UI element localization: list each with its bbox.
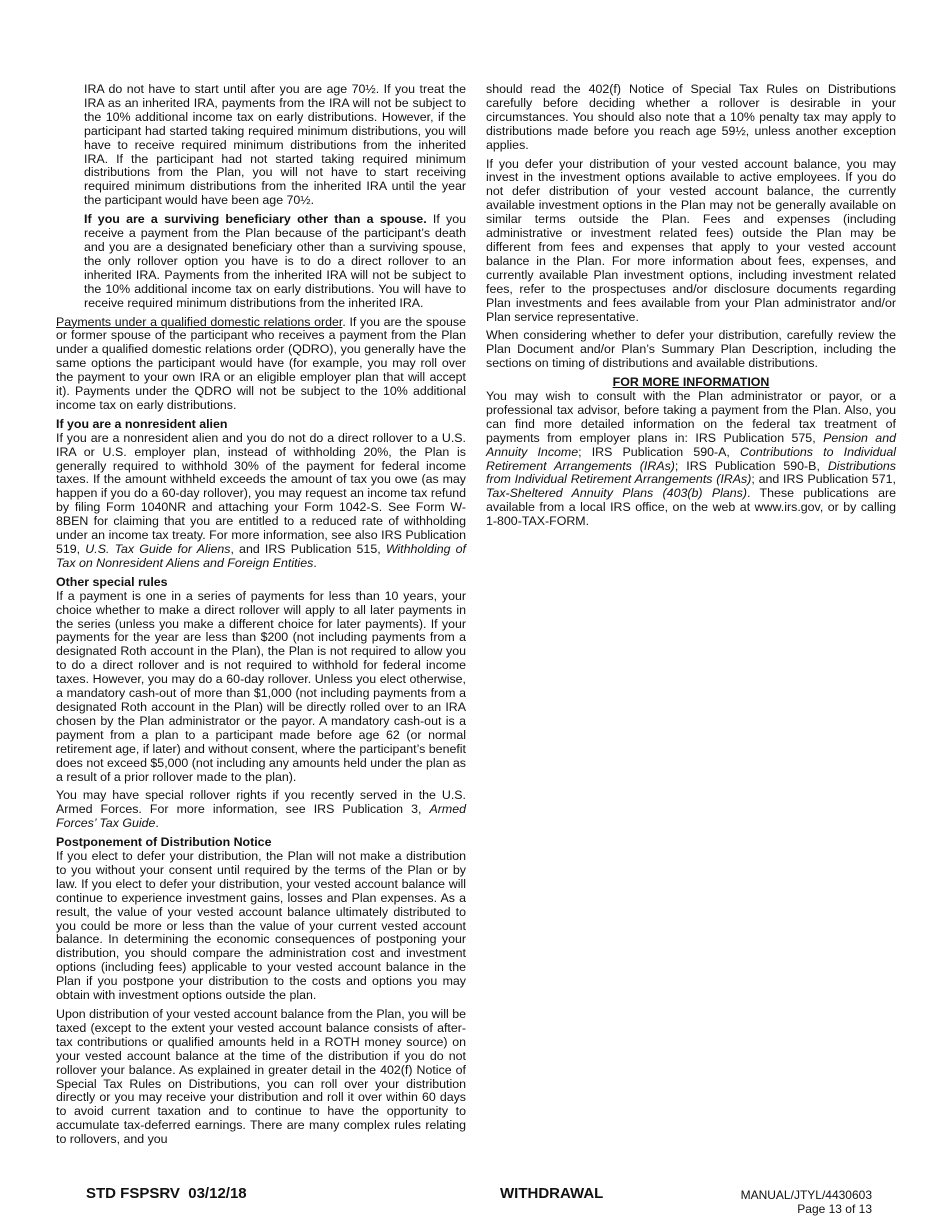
footer-doc-code: MANUAL/JTYL/4430603	[740, 1188, 872, 1202]
paragraph	[486, 329, 896, 371]
text-run: Distributions from Individual Retirement Arrangements (IRAs)	[486, 458, 896, 487]
text-run: Armed Forces’ Tax Guide	[56, 802, 466, 831]
text-run: FOR MORE INFORMATION	[612, 375, 770, 390]
text-run: . These publications are available from a local IRS office, on the web at www.irs.gov, or by calling 1-800-TAX-FORM.	[486, 486, 896, 529]
footer-title: WITHDRAWAL	[500, 1185, 604, 1202]
text-run: If you defer your distribution of your vested account balance, you may invest in the investment options available to active employees. If you do not defer distribution of your vested account balance, the currently available investment options in the Plan may not be generally available on similar terms outside the Plan. Fees and expenses (including administrative or investment related fees) outside the Plan may be different from fees and expenses that apply to your vested account balance in the Plan. For more information about fees, expenses, and currently available Plan investment options, including investment related fees, refer to the prospectuses and/or disclosure documents regarding Plan investments and fees available from your Plan administrator and/or Plan service representative.	[486, 156, 896, 324]
paragraph	[486, 158, 896, 325]
text-run: Contributions to Individual Retirement Arrangements (IRAs)	[486, 444, 896, 473]
text-run: If you are a surviving beneficiary other than a spouse.	[84, 212, 427, 227]
paragraph	[56, 590, 466, 785]
text-run: You may wish to consult with the Plan administrator or payor, or a professional tax advisor, before taking a payment from the Plan. Also, you can find more detailed information on the federal tax treatment of payments from employer plans in: IRS Publication 575,	[486, 389, 896, 445]
text-run: Other special rules	[56, 574, 168, 589]
paragraph	[56, 316, 466, 413]
text-run: When considering whether to defer your distribution, carefully review the Plan Document and/or Plan’s Summary Plan Description, including the sections on timing of distributions and available distributions.	[486, 328, 896, 371]
text-run: If you are a nonresident alien and you do not do a direct rollover to a U.S. IRA or U.S. employer plan, instead of withholding 20%, the Plan is generally required to withhold 30% of the payment for federal income taxes. If the amount withheld exceeds the amount of tax you owe (as may happen if you do a 60-day rollover), you may request an income tax refund by filing Form 1040NR and attaching your Form 1042-S. See Form W-8BEN for claiming that you are entitled to a reduced rate of withholding under an income tax treaty. For more information, see also IRS Publication 519,	[56, 430, 466, 556]
text-run: should read the 402(f) Notice of Special Tax Rules on Distributions carefully before deciding whether a rollover is desirable in your circumstances. You should also note that a 10% penalty tax may apply to distributions made before you reach age 59½, unless another exception applies.	[486, 82, 896, 152]
section-heading	[56, 836, 466, 850]
paragraph	[84, 213, 466, 310]
text-run: You may have special rollover rights if you recently served in the U.S. Armed Forces. For more information, see IRS Publication 3,	[56, 788, 466, 817]
paragraph	[486, 390, 896, 529]
right-column	[486, 83, 896, 534]
text-run: Upon distribution of your vested account balance from the Plan, you will be taxed (except to the extent your vested account balance consists of after-tax contributions or qualified amounts held in a ROTH money source) on your vested account balance at the time of the distribution if you do not rollover your balance. As explained in greater detail in the 402(f) Notice of Special Tax Rules on Distributions, you can roll over your distribution directly or you may receive your distribution and roll it over within 60 days to avoid current taxation and to continue to have the opportunity to accumulate tax-deferred earnings. There are many complex rules relating to rollovers, and you	[56, 1007, 466, 1147]
text-run: If a payment is one in a series of payments for less than 10 years, your choice whether to make a direct rollover will apply to all later payments in the series (unless you make a different choice for later payments). If your payments for the year are less than $200 (not including payments from a designated Roth account in the Plan), the Plan is not required to allow you to do a direct rollover and is not required to withhold for federal income taxes. However, you may do a 60-day rollover. Unless you elect otherwise, a mandatory cash-out of more than $1,000 (not including payments from a designated Roth account in the Plan) will be directly rolled over to an IRA chosen by the Plan administrator or the payor. A mandatory cash-out is a payment from a plan to a participant made before age 62 (or normal retirement age, if later) and without consent, where the participant’s benefit does not exceed $5,000 (not including any amounts held under the plan as a result of a prior rollover made to the plan).	[56, 588, 466, 784]
text-run: If you are a nonresident alien	[56, 416, 228, 431]
paragraph	[84, 83, 466, 208]
text-run: IRA do not have to start until after you are age 70½. If you treat the IRA as an inherited IRA, payments from the IRA will not be subject to the 10% additional income tax on early distributions. However, if the participant had started taking required minimum distributions, you will have to receive required minimum distributions from the inherited IRA. If the participant had not started taking required minimum distributions from the Plan, you will not have to start receiving required minimum distributions from the inherited IRA until the year the participant would have been age 70½.	[84, 82, 466, 208]
text-run: Payments under a qualified domestic relations order	[56, 314, 343, 329]
paragraph	[486, 83, 896, 153]
text-run: . If you are the spouse or former spouse of the participant who receives a payment from the Plan under a qualified domestic relations order (QDRO), you generally have the same options the participant would have (for example, you may roll over the payment to your own IRA or an eligible employer plan that will accept it). Payments under the QDRO will not be subject to the 10% additional income tax on early distributions.	[56, 314, 466, 412]
text-run: If you elect to defer your distribution, the Plan will not make a distribution to you without your consent until required by the terms of the Plan or by law. If you elect to defer your distribution, your vested account balance will continue to experience investment gains, losses and Plan expenses. As a result, the value of your vested account balance ultimately distributed to you could be more or less than the value of your current vested account balance. In determining the economic consequences of postponing your distribution, you should compare the administration cost and investment options (including fees) applicable to your vested account balance in the Plan if you postpone your distribution to the costs and options you may obtain with investment options outside the plan.	[56, 849, 466, 1003]
paragraph	[56, 1008, 466, 1147]
section-heading	[56, 576, 466, 590]
paragraph	[56, 789, 466, 831]
text-run: ; IRS Publication 590-B,	[674, 458, 828, 473]
text-run: Withholding of Tax on Nonresident Aliens and Foreign Entities	[56, 542, 466, 570]
left-column	[56, 83, 466, 1152]
footer-page-info	[741, 1188, 872, 1216]
text-run: , and IRS Publication 515,	[230, 542, 386, 556]
text-run: Tax-Sheltered Annuity Plans (403(b) Plans)	[486, 486, 747, 501]
text-run: If you receive a payment from the Plan because of the participant’s death and you are a designated beneficiary other than a surviving spouse, the only rollover option you have is to do a direct rollover to an inherited IRA. Payments from the inherited IRA will not be subject to the 10% additional income tax on early distributions. You will have to receive required minimum distributions from the inherited IRA.	[84, 212, 467, 310]
footer-page-number: Page 13 of 13	[797, 1202, 872, 1216]
footer-form-id: STD FSPSRV 03/12/18	[86, 1185, 247, 1202]
text-run: .	[155, 816, 159, 831]
text-run: Postponement of Distribution Notice	[56, 835, 272, 850]
section-heading	[486, 376, 896, 390]
paragraph	[56, 432, 466, 571]
section-heading	[56, 418, 466, 432]
text-run: U.S. Tax Guide for Aliens	[85, 542, 231, 556]
text-run: .	[313, 555, 317, 570]
text-run: Pension and Annuity Income	[486, 430, 896, 459]
text-run: ; and IRS Publication 571,	[751, 472, 896, 487]
paragraph	[56, 850, 466, 1003]
text-run: ; IRS Publication 590-A,	[578, 444, 740, 459]
